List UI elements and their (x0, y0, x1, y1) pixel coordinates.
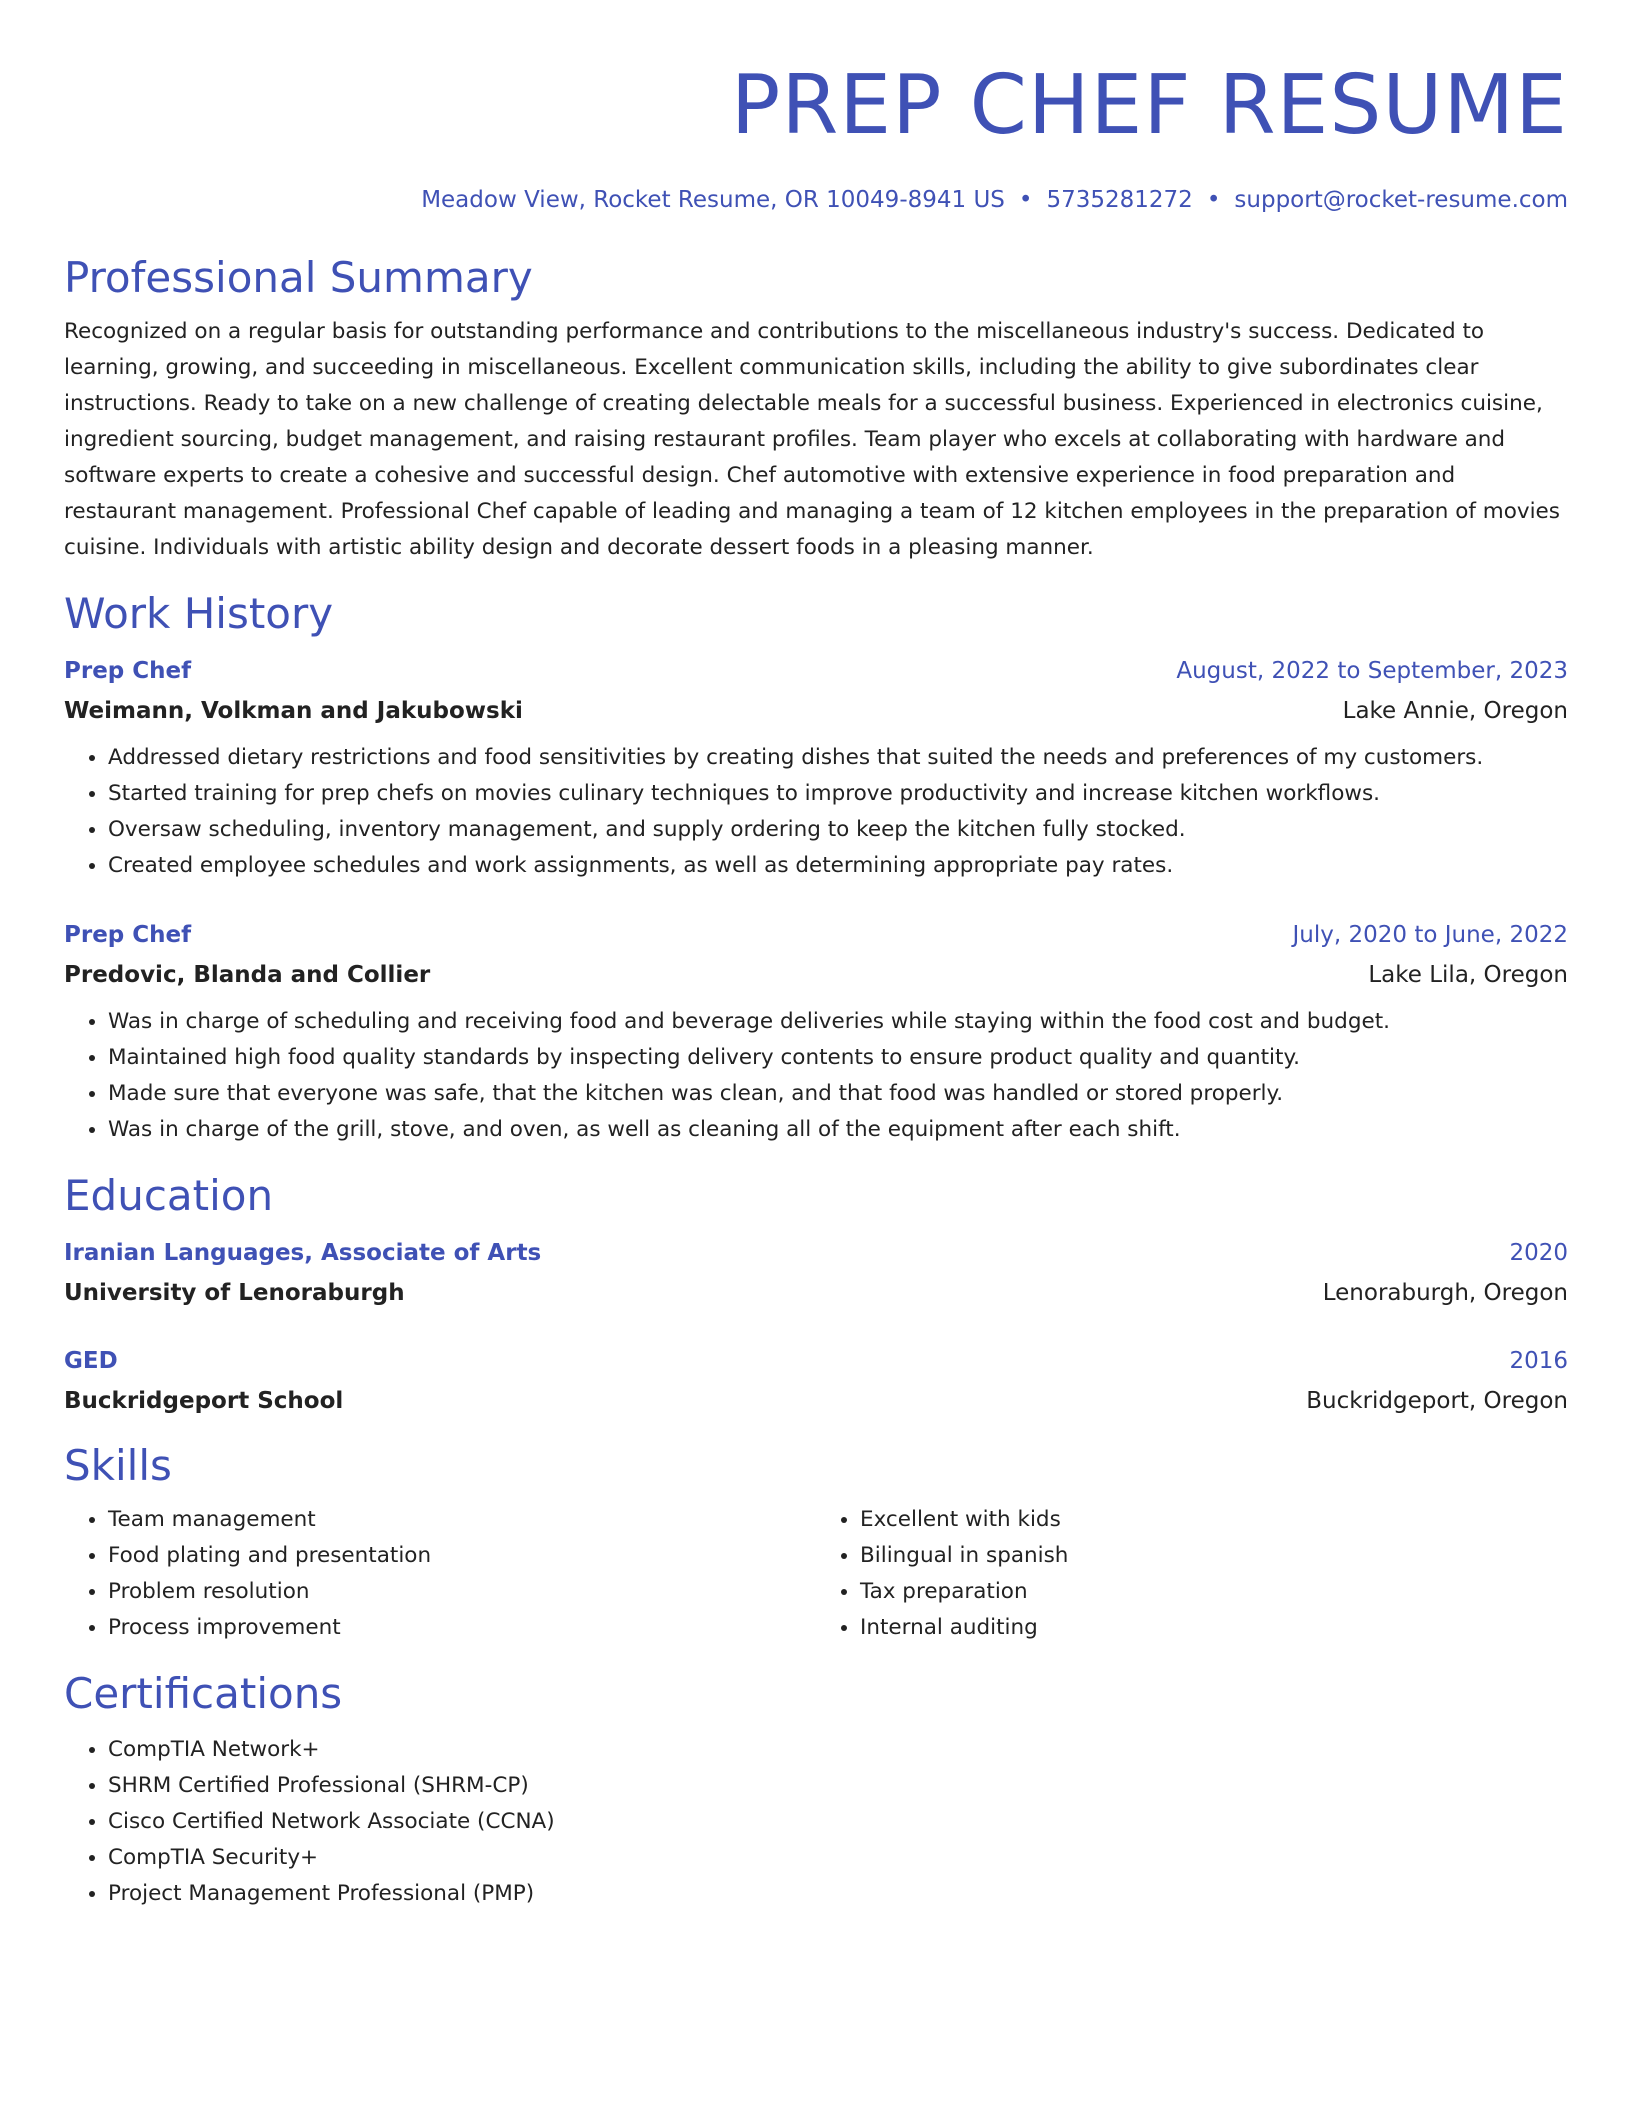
job-bullet: • Started training for prep chefs on movies culinary techniques to improve productivity and increase kitchen workflows. (108, 776, 1568, 812)
summary-heading: Professional Summary (64, 253, 533, 302)
education-location: Buckridgeport, Oregon (1306, 1388, 1568, 1414)
skill-item: • Internal auditing (860, 1610, 1568, 1646)
job-dates: July, 2020 to June, 2022 (1292, 922, 1568, 948)
job-company: Weimann, Volkman and Jakubowski (64, 698, 523, 724)
education-degree: Iranian Languages, Associate of Arts (64, 1240, 542, 1266)
education-school: Buckridgeport School (64, 1388, 344, 1414)
skills-columns (64, 1502, 1568, 1646)
skill-item: • Excellent with kids (860, 1502, 1568, 1538)
education-year: 2020 (1509, 1240, 1568, 1266)
skill-item: • Tax preparation (860, 1574, 1568, 1610)
education-entry (64, 1236, 1568, 1310)
certification-item: • CompTIA Security+ (108, 1840, 1568, 1876)
job-bullets (64, 1004, 1568, 1148)
certification-item: • SHRM Certified Professional (SHRM-CP) (108, 1768, 1568, 1804)
contact-separator: • (1206, 187, 1221, 213)
skills-list-right (816, 1502, 1568, 1646)
contact-phone: 5735281272 (1046, 187, 1193, 213)
skills-heading: Skills (64, 1441, 172, 1490)
job-bullet: • Created employee schedules and work assignments, as well as determining appropriate pay rates. (108, 848, 1568, 884)
education-entry (64, 1344, 1568, 1418)
certification-item: • Cisco Certified Network Associate (CCNA) (108, 1804, 1568, 1840)
job-entry (64, 918, 1568, 1148)
job-entry (64, 654, 1568, 884)
education-year: 2016 (1509, 1348, 1568, 1374)
job-bullet: • Addressed dietary restrictions and food sensitivities by creating dishes that suited the needs and preferences of my customers. (108, 740, 1568, 776)
certifications-heading: Certifications (64, 1669, 343, 1718)
education-heading: Education (64, 1171, 274, 1220)
summary-section (64, 252, 1568, 566)
education-section (64, 1170, 1568, 1418)
certification-item: • Project Management Professional (PMP) (108, 1876, 1568, 1912)
skill-item: • Food plating and presentation (108, 1538, 816, 1574)
summary-text: Recognized on a regular basis for outstanding performance and contributions to the miscellaneous industry's success. Dedicated to learning, growing, and succeeding in miscellaneous. Excellent communication skills, including the ability to give subordinates clear instructions. Ready to take on a new challenge of creating delectable meals for a successful business. Experienced in electronics cuisine, ingredient sourcing, budget management, and raising restaurant profiles. Team player who excels at collaborating with hardware and software experts to create a cohesive and successful design. Chef automotive with extensive experience in food preparation and restaurant management. Professional Chef capable of leading and managing a team of 12 kitchen employees in the preparation of movies cuisine. Individuals with artistic ability design and decorate dessert foods in a pleasing manner. (64, 319, 1560, 560)
work-history-section (64, 588, 1568, 1148)
job-bullet: • Made sure that everyone was safe, that the kitchen was clean, and that food was handled or stored properly. (108, 1076, 1568, 1112)
job-location: Lake Annie, Oregon (1342, 698, 1568, 724)
education-school: University of Lenoraburgh (64, 1280, 405, 1306)
education-location: Lenoraburgh, Oregon (1322, 1280, 1568, 1306)
skill-item: • Problem resolution (108, 1574, 816, 1610)
certifications-list (64, 1732, 1568, 1912)
skills-list-left (64, 1502, 816, 1646)
skill-item: • Bilingual in spanish (860, 1538, 1568, 1574)
skill-item: • Process improvement (108, 1610, 816, 1646)
work-history-heading: Work History (64, 589, 334, 638)
certifications-section (64, 1668, 1568, 1912)
job-location: Lake Lila, Oregon (1368, 962, 1568, 988)
resume-title: PREP CHEF RESUME (730, 58, 1568, 153)
job-title: Prep Chef (64, 658, 192, 684)
job-company: Predovic, Blanda and Collier (64, 962, 431, 988)
contact-email: support@rocket-resume.com (1234, 187, 1568, 213)
job-bullets (64, 740, 1568, 884)
skills-section (64, 1440, 1568, 1646)
job-bullet: • Was in charge of the grill, stove, and oven, as well as cleaning all of the equipment after each shift. (108, 1112, 1568, 1148)
certification-item: • CompTIA Network+ (108, 1732, 1568, 1768)
job-title: Prep Chef (64, 922, 192, 948)
job-bullet: • Was in charge of scheduling and receiving food and beverage deliveries while staying within the food cost and budget. (108, 1004, 1568, 1040)
contact-line (64, 184, 1568, 216)
education-degree: GED (64, 1348, 118, 1374)
contact-address: Meadow View, Rocket Resume, OR 10049-8941 US (421, 187, 1005, 213)
job-bullet: • Maintained high food quality standards by inspecting delivery contents to ensure product quality and quantity. (108, 1040, 1568, 1076)
job-dates: August, 2022 to September, 2023 (1176, 658, 1568, 684)
resume-header (64, 58, 1568, 216)
contact-separator: • (1018, 187, 1033, 213)
skill-item: • Team management (108, 1502, 816, 1538)
job-bullet: • Oversaw scheduling, inventory management, and supply ordering to keep the kitchen fully stocked. (108, 812, 1568, 848)
